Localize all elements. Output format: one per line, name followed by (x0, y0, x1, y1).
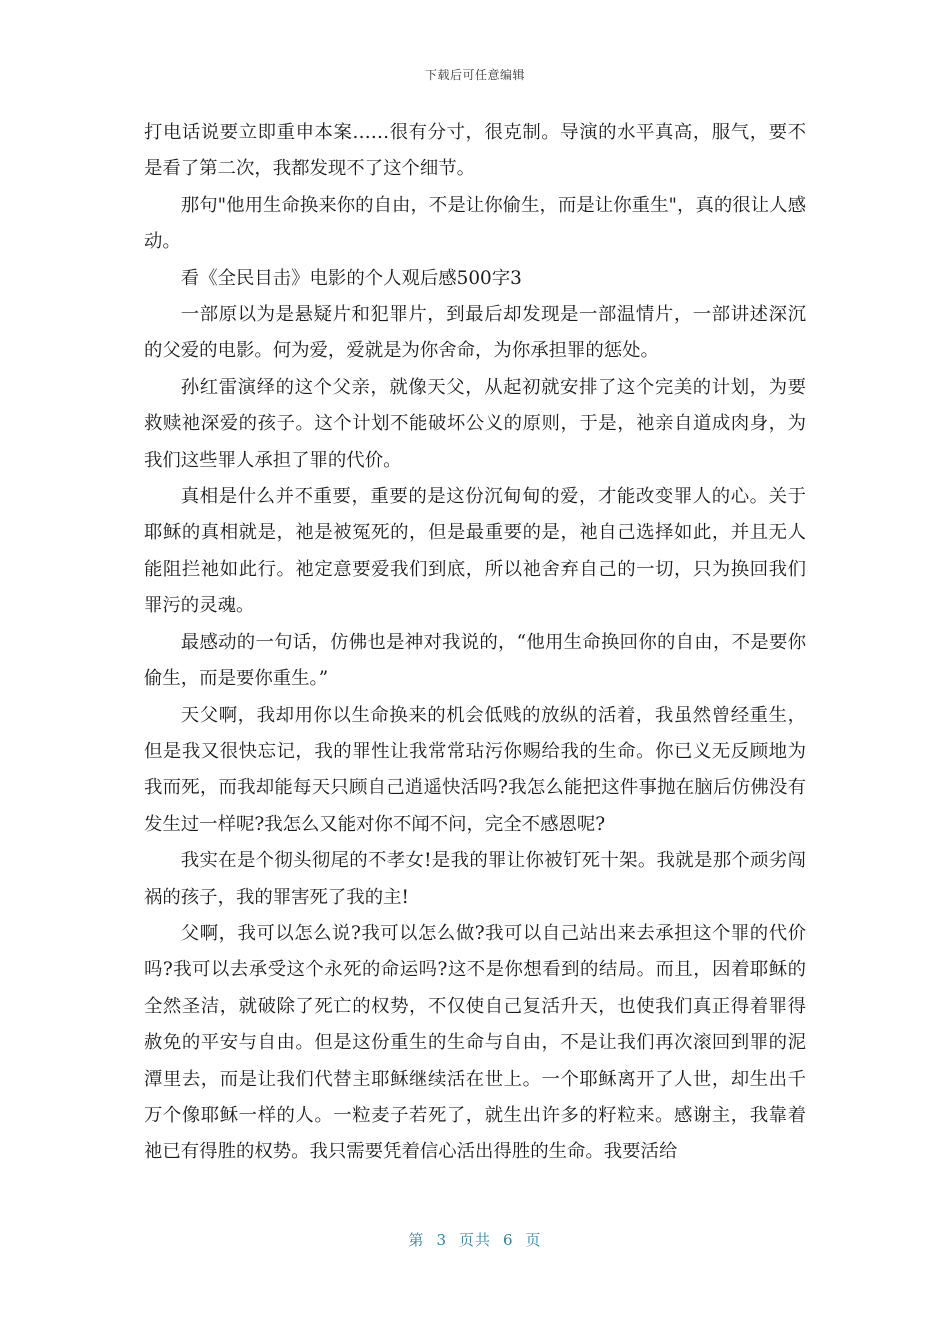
footer-current-page: 3 (436, 1231, 447, 1249)
paragraph-6: 真相是什么并不重要，重要的是这份沉甸甸的爱，才能改变罪人的心。关于耶稣的真相就是，祂是被冤死的，但是最重要的是，祂自己选择如此，并且无人能阻拦祂如此行。祂定意要爱我们到底，所以祂舍弃自己的一切，只为换回我们罪污的灵魂。 (144, 486, 806, 617)
paragraph-1: 打电话说要立即重申本案……很有分寸，很克制。导演的水平真高，服气，要不是看了第二次，我都发现不了这个细节。 (144, 122, 806, 180)
section-heading: 看《全民目击》电影的个人观后感500字3 (180, 267, 522, 289)
paragraph-8: 天父啊，我却用你以生命换来的机会低贱的放纵的活着，我虽然曾经重生，但是我又很快忘记，我的罪性让我常常玷污你赐给我的生命。你已义无反顾地为我而死，而我却能每天只顾自己逍遥快活吗?我怎么能把这件事抛在脑后仿佛没有发生过一样呢?我怎么又能对你不闻不问，完全不感恩呢? (144, 704, 806, 835)
footer-label-of: 页共 (458, 1231, 491, 1249)
paragraph-5: 孙红雷演绎的这个父亲，就像天父，从起初就安排了这个完美的计划，为要救赎祂深爱的孩子。这个计划不能破坏公义的原则，于是，祂亲自道成肉身，为我们这些罪人承担了罪的代价。 (144, 376, 806, 471)
paragraph-9: 我实在是个彻头彻尾的不孝女!是我的罪让你被钉死十架。我就是那个顽劣闯祸的孩子，我的罪害死了我的主! (144, 850, 806, 908)
footer-label-end: 页 (525, 1231, 542, 1249)
paragraph-7: 最感动的一句话，仿佛也是神对我说的，“他用生命换回你的自由，不是要你偷生，而是要你重生。” (144, 631, 806, 690)
paragraph-10: 父啊，我可以怎么说?我可以怎么做?我可以自己站出来去承担这个罪的代价吗?我可以去承受这个永死的命运吗?这不是你想看到的结局。而且，因着耶稣的全然圣洁，就破除了死亡的权势，不仅使自己复活升天，也使我们真正得着罪得赦免的平安与自由。但是这份重生的生命与自由，不是让我们再次滚回到罪的泥潭里去，而是让我们代替主耶稣继续活在世上。一个耶稣离开了人世，却生出千万个像耶稣一样的人。一粒麦子若死了，就生出许多的籽粒来。感谢主，我靠着祂已有得胜的权势。我只需要凭着信心活出得胜的生命。我要活给 (144, 922, 806, 1163)
paragraph-2: 那句"他用生命换来你的自由，不是让你偷生，而是让你重生"，真的很让人感动。 (144, 194, 806, 253)
footer-total-pages: 6 (503, 1231, 514, 1249)
paragraph-4: 一部原以为是悬疑片和犯罪片，到最后却发现是一部温情片，一部讲述深沉的父爱的电影。何为爱，爱就是为你舍命，为你承担罪的惩处。 (144, 304, 806, 362)
page-footer (0, 1229, 950, 1250)
header-text: 下载后可任意编辑 (424, 68, 525, 82)
page-header (0, 66, 950, 83)
document-body (144, 115, 806, 1171)
footer-label-page: 第 (408, 1231, 425, 1249)
